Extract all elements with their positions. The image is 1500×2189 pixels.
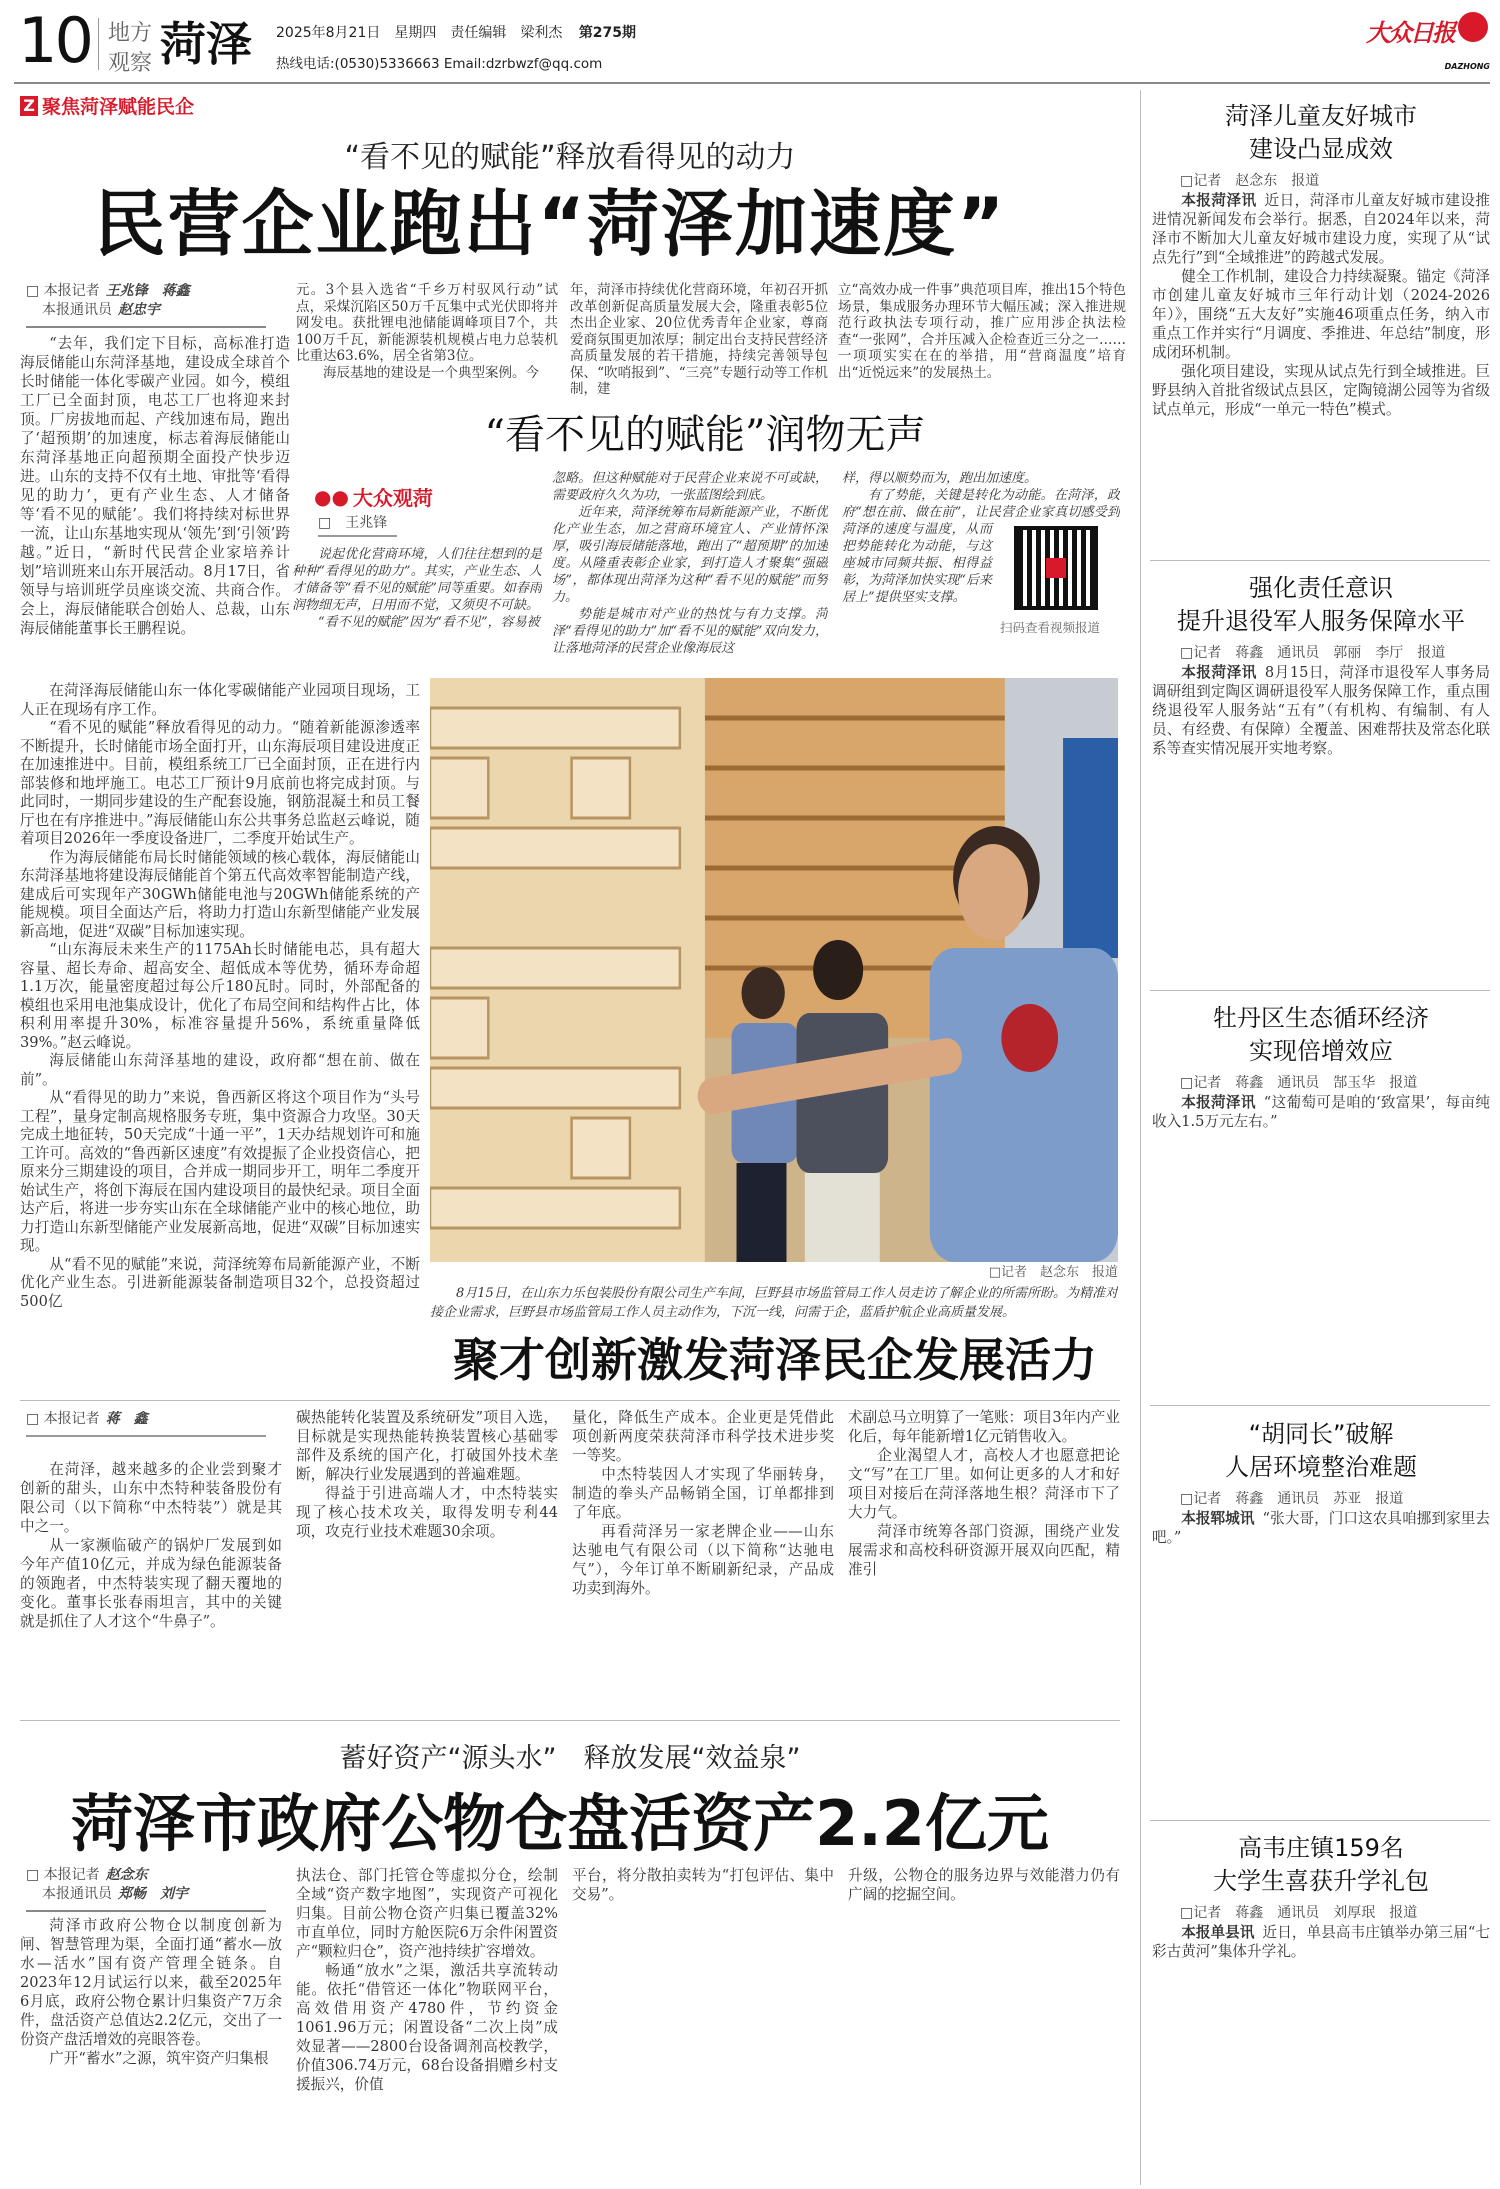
- sidebar-body: 本报郓城讯 “张大哥，门口这农具咱挪到家里去吧。”: [1152, 1510, 1490, 1546]
- sidebar-headline: 牡丹区生态循环经济: [1213, 1004, 1429, 1032]
- talent-col-2: 碳热能转化装置及系统研发”项目入选，目标就是实现热能转换装置核心基础零部件及系统的国产化，打破国外技术垄断，解决行业发展遇到的普遍难题。 得益于引进高端人才，中杰特装实现了核心技术攻关，取得发明专利44项，攻克行业技术难题30余项。: [296, 1409, 558, 1540]
- commentary-author: □ 王兆锋: [318, 514, 397, 537]
- section-label-text: 聚焦菏泽赋能民企: [42, 96, 195, 118]
- sidebar-article-1: [1152, 100, 1490, 555]
- sidebar-rule: [1150, 1405, 1490, 1406]
- sidebar-headline: 建设凸显成效: [1249, 135, 1393, 163]
- region-title: 菏泽: [160, 17, 252, 71]
- z-logo-icon: Z: [20, 96, 38, 116]
- photo-credit: □记者 赵念东 报道: [988, 1265, 1118, 1280]
- talent-byline: □ 本报记者 蒋 鑫: [26, 1410, 266, 1437]
- header-divider: [98, 18, 99, 70]
- lead-headline: 民营企业跑出“菏泽加速度”: [93, 182, 1007, 266]
- news-photo: [430, 678, 1118, 1262]
- lead-kicker: “看不见的赋能”释放看得见的动力: [344, 140, 796, 175]
- issue-number: 第275期: [578, 25, 637, 41]
- sidebar-headline: 实现倍增效应: [1249, 1037, 1393, 1065]
- asset-headline: 菏泽市政府公物仓盘活资产2.2亿元: [71, 1787, 1049, 1860]
- sidebar-headline: 强化责任意识: [1249, 574, 1393, 602]
- sidebar-byline: □记者 蒋鑫 通讯员 郜玉华 报道: [1180, 1075, 1418, 1091]
- sidebar-byline: □记者 蒋鑫 通讯员 苏亚 报道: [1180, 1491, 1404, 1507]
- qr-center-logo-icon: [1046, 558, 1066, 578]
- photo-illustration: [430, 678, 1118, 1262]
- column-logo-text: 大众观菏: [352, 486, 433, 510]
- dazhong-logo: [1366, 8, 1490, 76]
- page-number: 10: [18, 4, 91, 77]
- asset-col-4: 升级，公物仓的服务边界与效能潜力仍有广阔的挖掘空间。: [848, 1867, 1120, 1903]
- sidebar-headline: “胡同长”破解: [1248, 1420, 1394, 1448]
- asset-byline: □ 本报记者 赵念东 本报通讯员 郑畅 刘宇: [26, 1866, 266, 1912]
- sidebar-article-2: [1152, 572, 1490, 982]
- sidebar-article-5: [1152, 1832, 1490, 2187]
- contact-line: 热线电话:(0530)5336663 Email:dzrbwzf@qq.com: [276, 56, 603, 72]
- section-label: [20, 92, 194, 119]
- commentary-col-3: 扫码查看视频报道 样，得以顺势而为，跑出加速度。 有了势能，关键是转化为动能。在菏泽，政府“想在前、做在前”，让民营企业家真切感受到菏泽的速度与温度，从而把势能转化为动能，与这座城市同频共振、相得益彰，为菏泽加快实现“后来居上”提供坚实支撑。: [842, 470, 1120, 674]
- lead-col-1-bottom: 在菏泽海辰储能山东一体化零碳储能产业园项目现场，工人正在现场有序工作。 “看不见的赋能”释放看得见的动力。“随着新能源渗透率不断提升，长时储能市场全面打开，山东海辰项目建设进度正在加速推进中。目前，模组系统工厂已全面封顶，正在进行内部装修和地坪施工。电芯工厂预计9月底前也将完成封顶。与此同时，一期同步建设的生产配套设施，钢筋混凝土和员工餐厅也在有序推进中。”海辰储能山东公共事务总监赵云峰说，随着项目2026年一季度设备进厂，二季度开始试生产。 作为海辰储能布局长时储能领域的核心载体，海辰储能山东菏泽基地将建设海辰储能首个第五代高效率智能制造产线，建成后可实现年产30GWh储能电池与20GWh储能系统的产能规模。项目全面达产后，将助力打造山东新型储能产业发展新高地，促进“双碳”目标加速实现。 “山东海辰未来生产的1175Ah长时储能电芯，具有超大容量、超长寿命、超高安全、超低成本等优势，循环寿命超1.1万次，能量密度超过每公斤180瓦时。同时，外部配备的模组也采用电池集成设计，优化了布局空间和结构件占比，体积利用率提升30%，标准容量提升56%，系统重量降低39%。”赵云峰说。 海辰储能山东菏泽基地的建设，政府都“想在前、做在前”。 从“看得见的助力”来说，鲁西新区将这个项目作为“头号工程”，量身定制高规格服务专班，集中资源合力攻坚。30天完成土地征转，50天完成“十通一平”，1天办结规划许可和施工许可。高效的“鲁西新区速度”有效提振了企业投资信心，把原来分三期建设的项目，合并成一期同步开工，明年二季度开始试生产，将创下海辰在国内建设项目的最快纪录。项目全面达产后，将进一步夯实山东在全球储能产业中的核心地位，助力打造山东新型储能产业发展新高地，促进“双碳”目标加速实现。 从“看不见的赋能”来说，菏泽统筹布局新能源产业，不断优化产业生态。引进新能源装备制造项目32个，总投资超过500亿: [20, 682, 420, 1310]
- date-line: [276, 22, 636, 42]
- binoculars-icon: ●●: [314, 484, 349, 509]
- lead-col-2: 元。3个县入选省“千乡万村驭风行动”试点，采煤沉陷区50万千瓦集中式光伏即将并网发电。获批锂电池储能调峰项目7个，共100万千瓦，新能源装机规模占电力总装机比重达63.6%，居全省第3位。 海辰基地的建设是一个典型案例。今: [296, 282, 558, 381]
- lead-col-4: 立“高效办成一件事”典范项目库，推出15个特色场景，集成服务办理环节大幅压减；深入推进规范行政执法专项行动，推广应用涉企执法检查“一张网”，合并压减入企检查近三分之一……一项项实实在在的举措，用“营商温度”培育出“近悦远来”的发展热土。: [838, 282, 1126, 381]
- asset-col-1: 菏泽市政府公物仓以制度创新为闸、智慧管理为渠，全面打通“蓄水—放水—活水”国有资产管理全链条。自2023年12月试运行以来，截至2025年6月底，政府公物仓累计归集资产7万余件，盘活资产总值达2.2亿元，交出了一份资产盘活增效的亮眼答卷。 广开“蓄水”之源，筑牢资产归集根: [20, 1917, 282, 2067]
- sidebar-headline: 高韦庄镇159名: [1238, 1834, 1404, 1862]
- column-logo: [314, 482, 433, 511]
- qr-code[interactable]: [1014, 526, 1098, 610]
- sidebar-headline: 人居环境整治难题: [1225, 1453, 1417, 1481]
- sidebar-byline: □记者 蒋鑫 通讯员 刘厚珉 报道: [1180, 1905, 1418, 1921]
- logo-emblem-icon: [1458, 12, 1488, 42]
- section-bottom: 观察: [108, 51, 153, 76]
- asset-col-3: 平台，将分散拍卖转为“打包评估、集中交易”。: [572, 1867, 834, 1903]
- asset-rule: [20, 1720, 1120, 1721]
- commentary-col-1: 说起优化营商环境，人们往往想到的是种种“看得见的助力”。其实，产业生态、人才储备等“看不见的赋能”同等重要。如春雨润物细无声，日用而不觉，又须臾不可缺。 “看不见的赋能”因为“看不见”，容易被: [292, 547, 542, 630]
- section-top: 地方: [108, 21, 153, 46]
- sidebar-body: 本报菏泽讯 8月15日，菏泽市退役军人事务局调研组到定陶区调研退役军人服务保障工作，重点围绕退役军人服务站“五有”（有机构、有编制、有人员、有经费、有保障）全覆盖、困难帮扶及常态化联系等查实情况展开实地考察。: [1152, 664, 1490, 757]
- talent-col-3: 量化，降低生产成本。企业更是凭借此项创新两度荣获菏泽市科学技术进步奖一等奖。 中杰特装因人才实现了华丽转身，制造的拳头产品畅销全国，订单都排到了年底。 再看菏泽另一家老牌企业——山东达驰电气有限公司（以下简称“达驰电气”），今年订单不断刷新纪录，产品成功卖到海外。: [572, 1409, 834, 1597]
- logo-lettering: 大众日报: [1366, 18, 1454, 47]
- talent-col-4: 术副总马立明算了一笔账：项目3年内产业化后，每年能新增1亿元销售收入。 企业渴望人才，高校人才也愿意把论文“写”在工厂里。如何让更多的人才和好项目对接后在菏泽落地生根？菏泽市下了大力气。 菏泽市统筹各部门资源，围绕产业发展需求和高校科研资源开展双向匹配，精准引: [848, 1409, 1120, 1578]
- commentary-headline: “看不见的赋能”润物无声: [484, 412, 926, 458]
- commentary-col-2: 忽略。但这种赋能对于民营企业来说不可或缺，需要政府久久为功，一张蓝图绘到底。 近年来，菏泽统筹布局新能源产业，不断优化产业生态，加之营商环境宜人、产业情怀深厚，吸引海辰储能落地，跑出了“超预期”的加速度。从隆重表彰企业家，到打造人才聚集“强磁场”，都体现出菏泽为这种“看不见的赋能”而努力。 势能是城市对产业的热忱与有力支撑。菏泽“看得见的助力”加“看不见的赋能”双向发力，让落地菏泽的民营企业像海辰这: [552, 471, 828, 656]
- header-rule: [14, 82, 1490, 84]
- sidebar-body: 本报菏泽讯 近日，菏泽市儿童友好城市建设推进情况新闻发布会举行。据悉，自2024年以来，菏泽市不断加大儿童友好城市建设力度，实现了从“试点先行”到“全域推进”的跨越式发展。 健全工作机制，建设合力持续凝聚。锚定《菏泽市创建儿童友好城市三年行动计划（2024-2026年）》，围绕“五大友好”实施46项重点任务，纳入市重点工作并实行“月调度、季推进、年总结”制度，形成闭环机制。 强化项目建设，实现从试点先行到全域推进。巨野县纳入首批省级试点县区，定陶镜湖公园等为省级试点单元，形成“一单元一特色”模式。: [1152, 192, 1490, 418]
- lead-col-1-top: “去年，我们定下目标，高标准打造海辰储能山东菏泽基地，建设成全球首个长时储能一体化零碳产业园。如今，模组工厂已全面封顶，电芯工厂也将迎来封顶。厂房拔地而起、产线加速布局，跑出了‘超预期’的加速度，标志着海辰储能山东菏泽基地正向超预期全面投产快步迈进。山东的支持不仅有土地、审批等‘看得见的助力’，更有产业生态、人才储备等‘看不见的赋能’。我们将持续对标世界一流，让山东基地实现从‘领先’到‘引领’跨越。”近日，“新时代民营企业家培养计划”培训班来山东开展活动。8月17日，省领导与培训班学员座谈交流、共商合作。会上，海辰储能联合创始人、总裁，山东海辰储能董事长王鹏程说。: [20, 335, 290, 637]
- sidebar-byline: □记者 赵念东 报道: [1180, 173, 1320, 189]
- qr-caption: 扫码查看视频报道: [1000, 620, 1101, 635]
- lead-byline: □ 本报记者 王兆锋 蒋鑫 本报通讯员 赵忠宇: [26, 282, 266, 328]
- sidebar-article-3: [1152, 1002, 1490, 1397]
- sidebar-rule: [1150, 1820, 1490, 1821]
- lead-col-3: 年，菏泽市持续优化营商环境，年初召开抓改革创新促高质量发展大会，隆重表彰5位杰出企业家、20位优秀青年企业家，尊商爱商氛围更加浓厚；制定出台支持民营经济高质量发展的若干措施，持续完善领导包保、“吹哨报到”、“三亮”专题行动等工作机制，建: [570, 282, 828, 397]
- sidebar-headline: 大学生喜获升学礼包: [1213, 1867, 1429, 1895]
- sidebar-body: 本报菏泽讯 “这葡萄可是咱的‘致富果’，每亩纯收入1.5万元左右。”: [1152, 1094, 1490, 1130]
- date-editor: 2025年8月21日 星期四 责任编辑 梁利杰: [276, 25, 563, 41]
- column-divider: [1140, 90, 1141, 2185]
- photo-caption: 8月15日，在山东力乐包装股份有限公司生产车间，巨野县市场监管局工作人员走访了解企业的所需所盼。为精准对接企业需求，巨野县市场监管局工作人员主动作为，下沉一线，问需于企，蓝盾护航企业高质量发展。: [430, 1286, 1118, 1320]
- sidebar-article-4: [1152, 1418, 1490, 1813]
- talent-headline: 聚才创新激发菏泽民企发展活力: [453, 1333, 1097, 1387]
- talent-col-1: 在菏泽，越来越多的企业尝到聚才创新的甜头，山东中杰特种装备股份有限公司（以下简称“中杰特装”）就是其中之一。 从一家濒临破产的锅炉厂发展到如今年产值10亿元，并成为绿色能源装备的领跑者，中杰特装实现了翻天覆地的变化。董事长张春雨坦言，其中的关键就是抓住了人才这个“牛鼻子”。: [20, 1461, 282, 1630]
- sidebar-headline: 菏泽儿童友好城市: [1225, 102, 1417, 130]
- sidebar-headline: 提升退役军人服务保障水平: [1177, 607, 1465, 635]
- logo-sub: DAZHONG: [1444, 62, 1490, 71]
- sidebar-rule: [1150, 990, 1490, 991]
- sidebar-byline: □记者 蒋鑫 通讯员 郭丽 李厅 报道: [1180, 645, 1446, 661]
- qr-block: [992, 524, 1120, 660]
- sidebar-rule: [1150, 560, 1490, 561]
- talent-rule: [20, 1400, 1120, 1401]
- asset-col-2: 执法仓、部门托管仓等虚拟分仓，绘制全域“资产数字地图”，实现资产可视化归集。目前公物仓资产归集已覆盖32%市直单位，同时方舱医院6万余件闲置资产“颗粒归仓”，资产池持续扩容增效。 畅通“放水”之渠，激活共享流转动能。依托“借管还一体化”物联网平台，高效借用资产4780件，节约资金1061.96万元；闲置设备“二次上岗”成效显著——2800台设备调剂高校教学，价值306.74万元，68台设备捐赠乡村支援振兴，价值: [296, 1867, 558, 2093]
- sidebar-body: 本报单县讯 近日，单县高韦庄镇举办第三届“七彩古黄河”集体升学礼。: [1152, 1924, 1490, 1960]
- asset-kicker: 蓄好资产“源头水” 释放发展“效益泉”: [339, 1743, 801, 1774]
